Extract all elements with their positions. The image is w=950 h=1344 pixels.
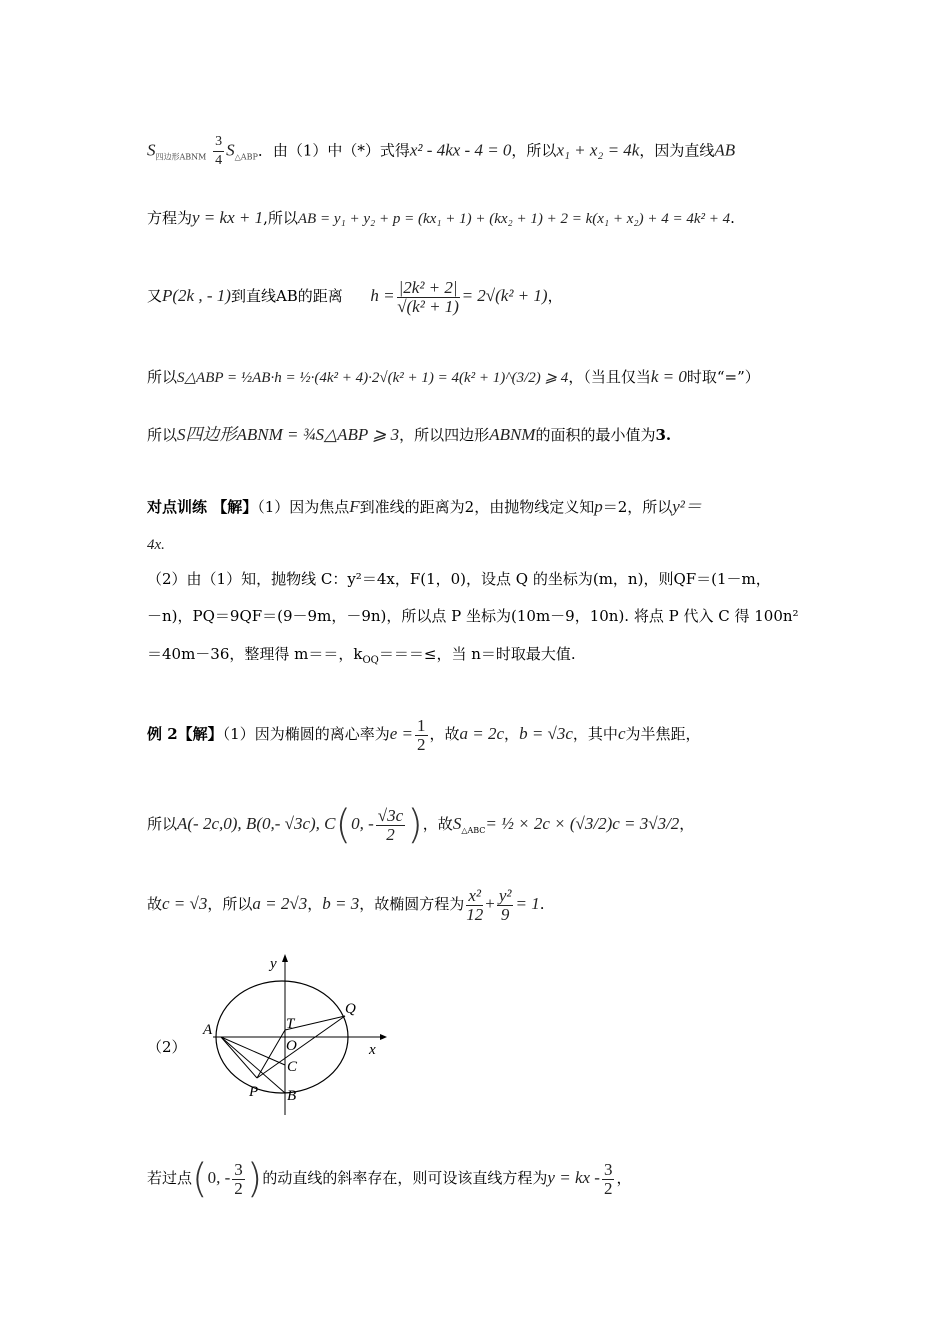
math-p: p (594, 497, 603, 516)
text: ＝40m－36，整理得 m＝＝，k (147, 645, 363, 663)
text: ，（当且仅当 (568, 368, 651, 386)
math-s: S (226, 140, 235, 160)
paragraph-7-line3 (147, 643, 810, 672)
text: ．由（1）中（*）式得 (257, 141, 410, 160)
paren-right: ) (246, 1156, 263, 1202)
math-sub: 四边形ABNM (155, 152, 207, 162)
text: 故 (147, 895, 163, 913)
math-y2: y²＝ (672, 497, 702, 516)
label-Q: Q (345, 1001, 356, 1017)
paren-left: ( (192, 1156, 208, 1202)
text: ，所以 (511, 141, 557, 160)
math-eq: c = √3 (162, 894, 208, 913)
math-points: A(- 2c,0), B(0,- √3c), C (177, 814, 336, 833)
label-x: x (369, 1042, 376, 1058)
label-P: P (249, 1084, 259, 1100)
math-eq: P(2k , - 1) (162, 286, 231, 305)
math-eq: = 1 (515, 894, 540, 913)
math-eq: a = 2c (459, 724, 505, 743)
math-s: S (147, 140, 156, 160)
text: 为半焦距， (625, 725, 701, 743)
text: 方程为 (147, 209, 193, 227)
text: （1）因为焦点 (257, 498, 350, 516)
text: ，所以四边形 (399, 426, 490, 444)
paragraph-8 (147, 712, 810, 756)
math-e: e = (389, 724, 413, 743)
y-axis-arrow (282, 954, 288, 962)
text: ， (504, 725, 520, 743)
paragraph-3 (147, 266, 810, 326)
text: ，所以 (207, 895, 253, 913)
section-label: 对点训练 【解】 (147, 498, 258, 516)
paragraph-7-line1 (147, 568, 810, 590)
paragraph-5 (147, 424, 810, 446)
math-cx: 0, - (351, 814, 374, 833)
math-fraction: $\frac{1}{2}$ (417, 715, 426, 754)
text: 的面积的最小值为 (535, 426, 656, 444)
math-ab: AB (714, 140, 736, 160)
x-axis-arrow (380, 1034, 387, 1040)
math-f: F (349, 497, 360, 516)
math-eq: b = √3c (519, 724, 573, 743)
math-h: h = (370, 286, 395, 305)
label-T: T (286, 1016, 295, 1032)
section-label: 例 2【解】 (147, 725, 223, 743)
figure-label: （2） (147, 1038, 187, 1056)
math-sub: △ABP (234, 152, 258, 162)
math-eq: y = kx + 1 (192, 208, 264, 227)
paragraph-10: 故c = √3，所以a = 2√3，b = 3，故椭圆方程为 $\frac{\text{x²}}{12}$ + $\frac{\text{y²}}{9}$ = 1. (147, 885, 545, 924)
line-AC (221, 1037, 285, 1065)
text: ＝2，所以 (602, 498, 673, 516)
label-O: O (286, 1038, 297, 1054)
text: （1）因为椭圆的离心率为 (222, 725, 390, 743)
math-eq: y = kx - (547, 1168, 600, 1187)
text: 所以 (147, 815, 178, 833)
text: ， (307, 895, 323, 913)
paragraph-11 (147, 1150, 810, 1207)
text: （2）由（1）知，抛物线 C：y²＝4x，F(1，0)，设点 Q 的坐标为(m，n)，则QF＝(1－m， (147, 570, 771, 588)
math-eq: S四边形ABNM = ¾S△ABP ⩾ 3 (177, 425, 400, 444)
label-y: y (270, 956, 277, 972)
math-eq: k = 0 (650, 367, 687, 386)
text: ，故椭圆方程为 (359, 895, 465, 913)
text: 若过点 (147, 1169, 193, 1187)
paragraph-2 (147, 207, 810, 230)
math-eq: = 2√(k² + 1) (461, 286, 548, 305)
line-AP (221, 1037, 257, 1078)
ellipse-figure (195, 950, 395, 1120)
math-fraction: $\frac{\text{x²}}{12}$ (466, 885, 484, 924)
paragraph-1 (147, 133, 810, 170)
text: ， (616, 1169, 632, 1187)
math-eq: a = 2√3 (252, 894, 308, 913)
label-B: B (287, 1088, 297, 1104)
math-eq: AB = y₁ + y₂ + p = (kx₁ + 1) + (kx₂ + 1) + 2 = k(x₁ + x₂) + 4 = 4k² + 4 (297, 211, 731, 227)
math-fraction: $\frac{3}{2}$ (603, 1159, 613, 1198)
text: 到准线的距离为2，由抛物线定义知 (359, 498, 595, 516)
text: ，因为直线 (639, 141, 715, 160)
math-sub: △ABC (461, 826, 486, 835)
math-eq: = ½ × 2c × (√3/2)c = 3√3/2 (485, 814, 680, 833)
paragraph-7-line2 (147, 605, 810, 627)
text: ，其中 (572, 725, 618, 743)
text: ，故 (422, 815, 453, 833)
text: ， (679, 815, 695, 833)
math-abnm: ABNM (489, 425, 536, 444)
label-A: A (203, 1022, 213, 1038)
text: . (539, 895, 545, 913)
text: ＝＝＝≤，当 n＝时取最大值. (378, 645, 576, 663)
value: 3. (655, 426, 672, 444)
label-C: C (287, 1059, 298, 1075)
text: －n)，PQ＝9QF＝(9－9m，－9n)，所以点 P 坐标为(10m－9，10n). 将点 P 代入 C 得 100n² (147, 607, 799, 625)
math-fraction: $\frac{\text{y²}}{9}$ (498, 885, 512, 924)
math-eq: x² - 4kx - 4 = 0 (409, 140, 512, 160)
math-eq: 4x. (147, 537, 165, 553)
paragraph-6-cont (147, 533, 810, 556)
paragraph-4 (147, 366, 810, 389)
math-c: c (617, 724, 626, 743)
math-s: S (452, 814, 462, 833)
text: ,所以 (263, 209, 298, 227)
text: 的动直线的斜率存在，则可设该直线方程为 (262, 1169, 548, 1187)
paren-left: ( (335, 802, 352, 848)
paragraph-6 (147, 496, 810, 518)
text: ，故 (429, 725, 460, 743)
math-eq: x₁ + x₂ = 4k (556, 140, 640, 160)
text: 到直线AB的距离 (230, 287, 343, 305)
math-eq: S△ABP = ½AB·h = ½·(4k² + 4)·2√(k² + 1) = 4(k² + 1)^(3/2) ⩾ 4 (177, 370, 569, 386)
text: 又 (147, 287, 163, 305)
paragraph-9 (147, 796, 810, 859)
text: 所以 (147, 426, 178, 444)
text: 时取“=”） (686, 368, 760, 386)
subscript: OQ (362, 655, 379, 666)
math-pt: 0, - (207, 1168, 231, 1187)
math-fraction: $\frac{√3c}{2}$ (377, 805, 404, 844)
line-PQ (257, 1016, 345, 1078)
text: . (730, 209, 735, 227)
paren-right: ) (407, 802, 423, 848)
text: ， (547, 287, 563, 305)
math-eq: b = 3 (322, 894, 360, 913)
math-fraction: $\frac{3}{4}$ (215, 134, 223, 168)
math-fraction: $\frac{3}{2}$ (234, 1159, 243, 1198)
text: 所以 (147, 368, 178, 386)
math-fraction: $\frac{\text{|2k² + 2|}}{\text{√(k² + 1)}}$ (397, 277, 459, 316)
